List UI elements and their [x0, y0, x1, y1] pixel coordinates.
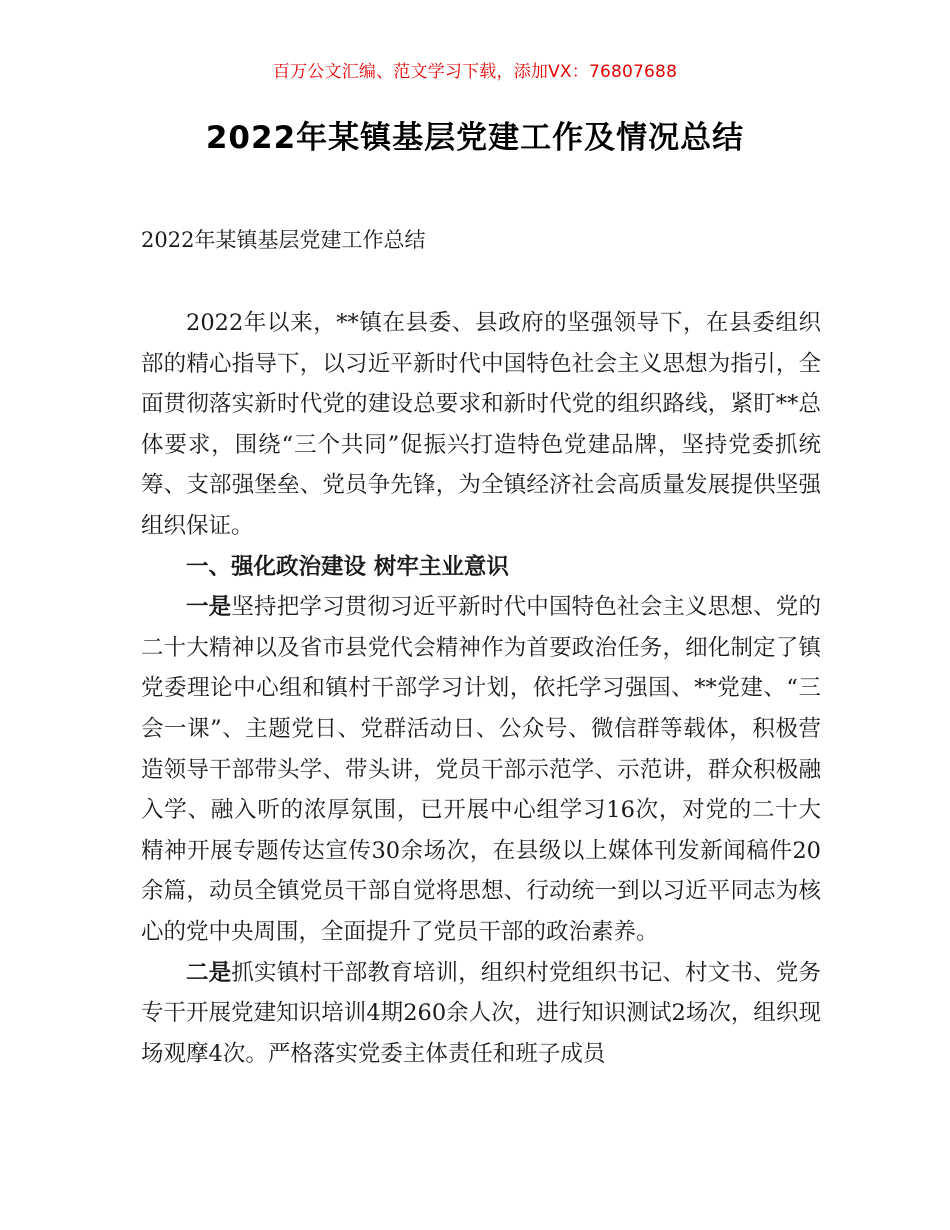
page-title: 2022年某镇基层党建工作及情况总结 — [205, 120, 745, 156]
item-text-1: 坚持把学习贯彻习近平新时代中国特色社会主义思想、党的二十大精神以及省市县党代会精神作为首要政治任务，细化制定了镇党委理论中心组和镇村干部学习计划，依托学习强国、**党建、“三会一课”、主题党日、党群活动日、公众号、微信群等载体，积极营造领导干部带头学、带头讲，党员干部示范学、示范讲，群众积极融入学、融入听的浓厚氛围，已开展中心组学习16次，对党的二十大精神开展专题传达宣传30余场次，在县级以上媒体刊发新闻稿件20余篇，动员全镇党员干部自觉将思想、行动统一到以习近平同志为核心的党中央周围，全面提升了党员干部的政治素养。 — [141, 594, 821, 945]
item-text-2: 抓实镇村干部教育培训，组织村党组织书记、村文书、党务专干开展党建知识培训4期260余人次，进行知识测试2场次，组织现场观摩4次。严格落实党委主体责任和班子成员 — [141, 959, 821, 1067]
document-body — [141, 303, 821, 1074]
header-note: 百万公文汇编、范文学习下载，添加VX：76807688 — [272, 62, 678, 82]
document-subtitle: 2022年某镇基层党建工作总结 — [141, 228, 426, 252]
item-lead-1: 一是 — [186, 594, 232, 621]
intro-paragraph: 2022年以来，**镇在县委、县政府的坚强领导下，在县委组织部的精心指导下，以习近平新时代中国特色社会主义思想为指引，全面贯彻落实新时代党的建设总要求和新时代党的组织路线，紧盯**总体要求，围绕“三个共同”促振兴打造特色党建品牌，坚持党委抓统筹、支部强堡垒、党员争先锋，为全镇经济社会高质量发展提供坚强组织保证。 — [141, 310, 821, 539]
item-lead-2: 二是 — [186, 959, 232, 986]
item-paragraph-2 — [141, 953, 821, 1075]
item-paragraph-1 — [141, 587, 821, 952]
section-heading: 一、强化政治建设 树牢主业意识 — [186, 553, 509, 580]
